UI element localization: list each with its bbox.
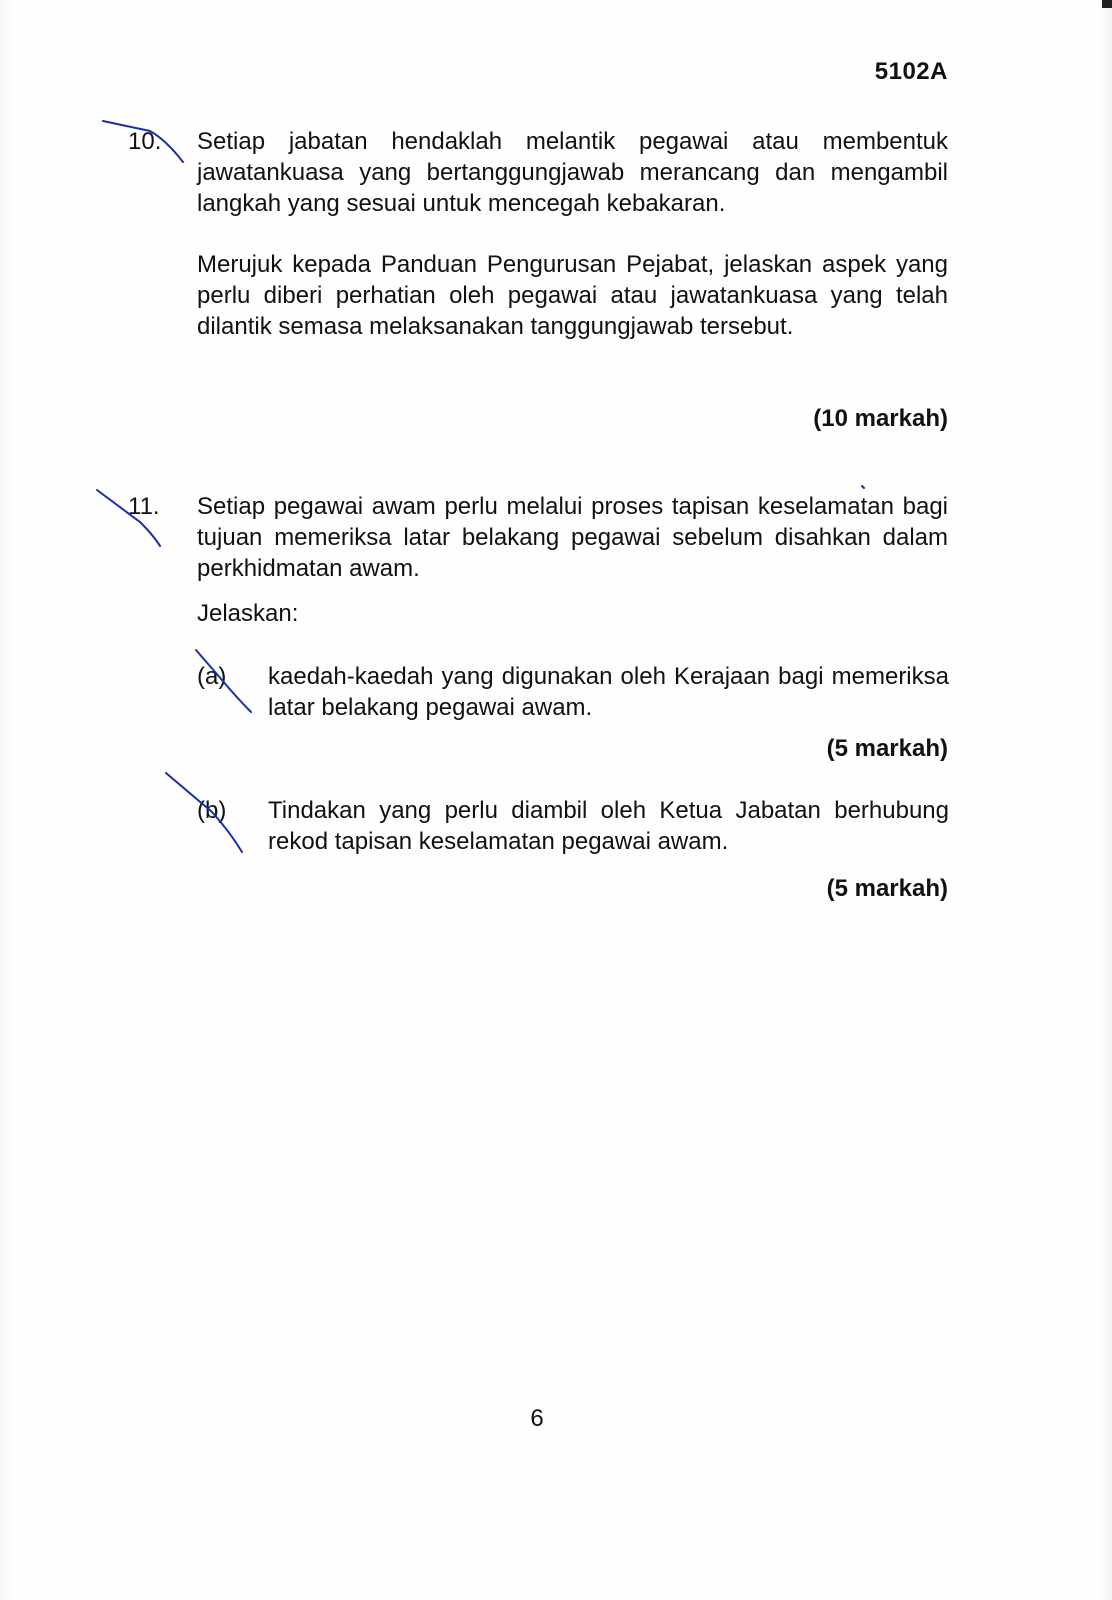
question-10-stem: Setiap jabatan hendaklah melantik pegawai atau membentuk jawatankuasa yang bertanggungjawab merancang dan mengambil langkah yang sesuai untuk mencegah kebakaran. [197, 128, 948, 217]
question-11-part-b-text: Tindakan yang perlu diambil oleh Ketua Jabatan berhubung rekod tapisan keselamatan pegawai awam. [268, 797, 949, 855]
question-10-marks: (10 markah) [813, 405, 948, 432]
question-11-stem: Setiap pegawai awam perlu melalui proses tapisan keselamatan bagi tujuan memeriksa latar belakang pegawai sebelum disahkan dalam perkhidmatan awam. [197, 493, 948, 582]
question-11-part-a-label: (a) [197, 663, 227, 690]
question-11-part-b-label: (b) [197, 797, 227, 824]
question-11-part-b-marks: (5 markah) [826, 875, 948, 902]
question-11-number: 11. [128, 493, 160, 520]
pen-dot [862, 486, 864, 488]
question-11-part-a-text: kaedah-kaedah yang digunakan oleh Kerajaan bagi memeriksa latar belakang pegawai awam. [268, 663, 949, 721]
paper-code: 5102A [874, 58, 948, 85]
scan-edge-corner [1102, 0, 1112, 8]
question-10-number: 10. [128, 128, 162, 155]
page-number: 6 [530, 1405, 544, 1432]
question-11-instruction: Jelaskan: [197, 600, 299, 627]
question-10-instruction: Merujuk kepada Panduan Pengurusan Pejabat, jelaskan aspek yang perlu diberi perhatian oleh pegawai atau jawatankuasa yang telah dilantik semasa melaksanakan tanggungjawab tersebut. [197, 251, 948, 340]
question-11-part-a-marks: (5 markah) [826, 735, 948, 762]
